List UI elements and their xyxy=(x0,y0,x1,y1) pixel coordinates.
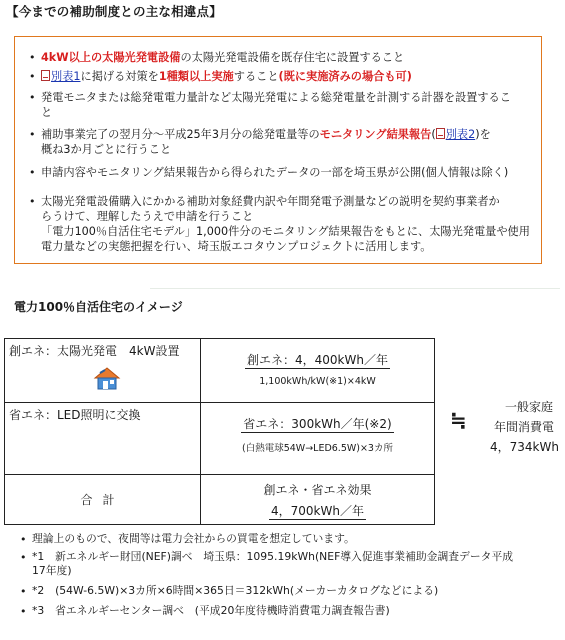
point-2-note: (既に実施済みの場合も可) xyxy=(278,70,412,83)
section-header: 【今までの補助制度との主な相違点】 xyxy=(6,4,222,19)
energy-table xyxy=(4,338,435,525)
row-2-value: 省エネ：300kWh／年(※2) xyxy=(243,417,392,431)
point-4-text: 補助事業完了の翌月分～平成25年3月分の総発電量等の xyxy=(41,128,320,141)
row-3-value-2: 4，700kWh／年 xyxy=(271,504,364,518)
point-5: 申請内容やモニタリング結果報告から得られたデータの一部を埼玉県が公開(個人情報は除く) xyxy=(41,166,509,179)
house-icon xyxy=(93,365,121,391)
row-3-label: 合計 xyxy=(5,475,201,525)
point-3-line-2: と xyxy=(41,106,53,119)
point-3-line-1: 発電モニタまたは総発電電力量計など太陽光発電による総発電量を計測する計器を設置するこ xyxy=(41,91,511,104)
row-1-value-cell xyxy=(201,339,435,403)
point-4-highlight: モニタリング結果報告 xyxy=(319,128,432,141)
point-6-line-4: 電力量などの実態把握を行い、埼玉版エコタウンプロジェクトに活用します。 xyxy=(41,240,432,253)
household-line-1: 一般家庭 xyxy=(505,400,554,414)
bullet-dot: • xyxy=(29,166,36,179)
row-2-sub: (白熱電球54W→LED6.5W)×3カ所 xyxy=(242,443,393,454)
bullet-dot: • xyxy=(29,91,36,104)
point-4-paren-close: )を xyxy=(475,128,491,141)
point-1-highlight: 4kW以上の太陽光発電設備 xyxy=(41,51,181,64)
row-3-value-1: 創エネ・省エネ効果 xyxy=(263,483,372,497)
point-1 xyxy=(41,50,404,65)
table-row xyxy=(5,403,435,475)
point-1-text: の太陽光発電設備を既存住宅に設置すること xyxy=(180,51,405,64)
row-2-label: 省エネ：LED照明に交換 xyxy=(9,408,141,422)
footnote-3: *3 省エネルギーセンター調べ (平成20年度待機時消費電力調査報告書) xyxy=(32,604,390,617)
bullet-dot: • xyxy=(20,533,27,546)
point-2-text: に掲げる対策を xyxy=(80,70,159,83)
table-row xyxy=(5,339,435,403)
bullet-dot: • xyxy=(20,605,27,618)
row-2-label-cell xyxy=(5,403,201,475)
bullet-dot: • xyxy=(29,195,36,208)
row-1-label-cell xyxy=(5,339,201,403)
appendix-2-link[interactable]: 別表2 xyxy=(445,128,476,141)
point-6-line-2: らうけて、理解したうえで申請を行うこと xyxy=(41,210,254,223)
point-4-paren-open: ( xyxy=(431,128,436,141)
document-icon xyxy=(436,128,445,139)
footnote-main: 理論上のもので、夜間等は電力会社からの買電を想定しています。 xyxy=(32,532,355,545)
point-3 xyxy=(41,90,511,120)
row-2-value-cell xyxy=(201,403,435,475)
document-icon xyxy=(41,70,50,81)
bullet-dot: • xyxy=(29,128,36,141)
approx-symbol: ≒ xyxy=(450,408,467,432)
point-2-highlight: 1種類以上実施 xyxy=(158,70,234,83)
footnote-1-line-2: 17年度) xyxy=(32,564,72,577)
table-row xyxy=(5,475,435,525)
footnote-1 xyxy=(32,550,562,578)
bullet-dot: • xyxy=(20,585,27,598)
point-2-text-end: すること xyxy=(233,70,279,83)
footnote-2: *2 (54W-6.5W)×3カ所×6時間×365日＝312kWh(メーカーカタログなどによる) xyxy=(32,584,439,597)
point-6-line-1: 太陽光発電設備購入にかかる補助対象経費内訳や年間発電予測量などの説明を契約事業者か xyxy=(41,195,500,208)
differences-box xyxy=(14,36,542,264)
row-1-sub: 1,100kWh/kW(※1)×4kW xyxy=(259,376,376,387)
bullet-dot: • xyxy=(29,51,36,64)
household-line-3: 4，734kWh xyxy=(490,440,559,454)
bullet-dot: • xyxy=(20,551,27,564)
household-line-2: 年間消費電 xyxy=(494,420,555,434)
row-3-value-cell xyxy=(201,475,435,525)
footnote-1-line-1: *1 新エネルギー財団(NEF)調べ 埼玉県：1095.19kWh(NEF導入促進事業補助金調査データ平成 xyxy=(32,550,514,563)
point-2 xyxy=(41,69,412,84)
point-4-line-2: 概ね3か月ごとに行うこと xyxy=(41,143,172,156)
row-1-label: 創エネ：太陽光発電 4kW設置 xyxy=(9,344,180,358)
divider xyxy=(150,288,560,289)
appendix-1-link[interactable]: 別表1 xyxy=(51,70,81,83)
image-title: 電力100％自活住宅のイメージ xyxy=(14,300,183,314)
point-6 xyxy=(41,194,530,254)
bullet-dot: • xyxy=(29,70,36,83)
point-4 xyxy=(41,127,491,157)
point-6-line-3: 「電力100％自活住宅モデル」1,000件分のモニタリング結果報告をもとに、太陽光発電量や使用 xyxy=(41,225,530,238)
row-1-value: 創エネ：4，400kWh／年 xyxy=(247,353,388,367)
